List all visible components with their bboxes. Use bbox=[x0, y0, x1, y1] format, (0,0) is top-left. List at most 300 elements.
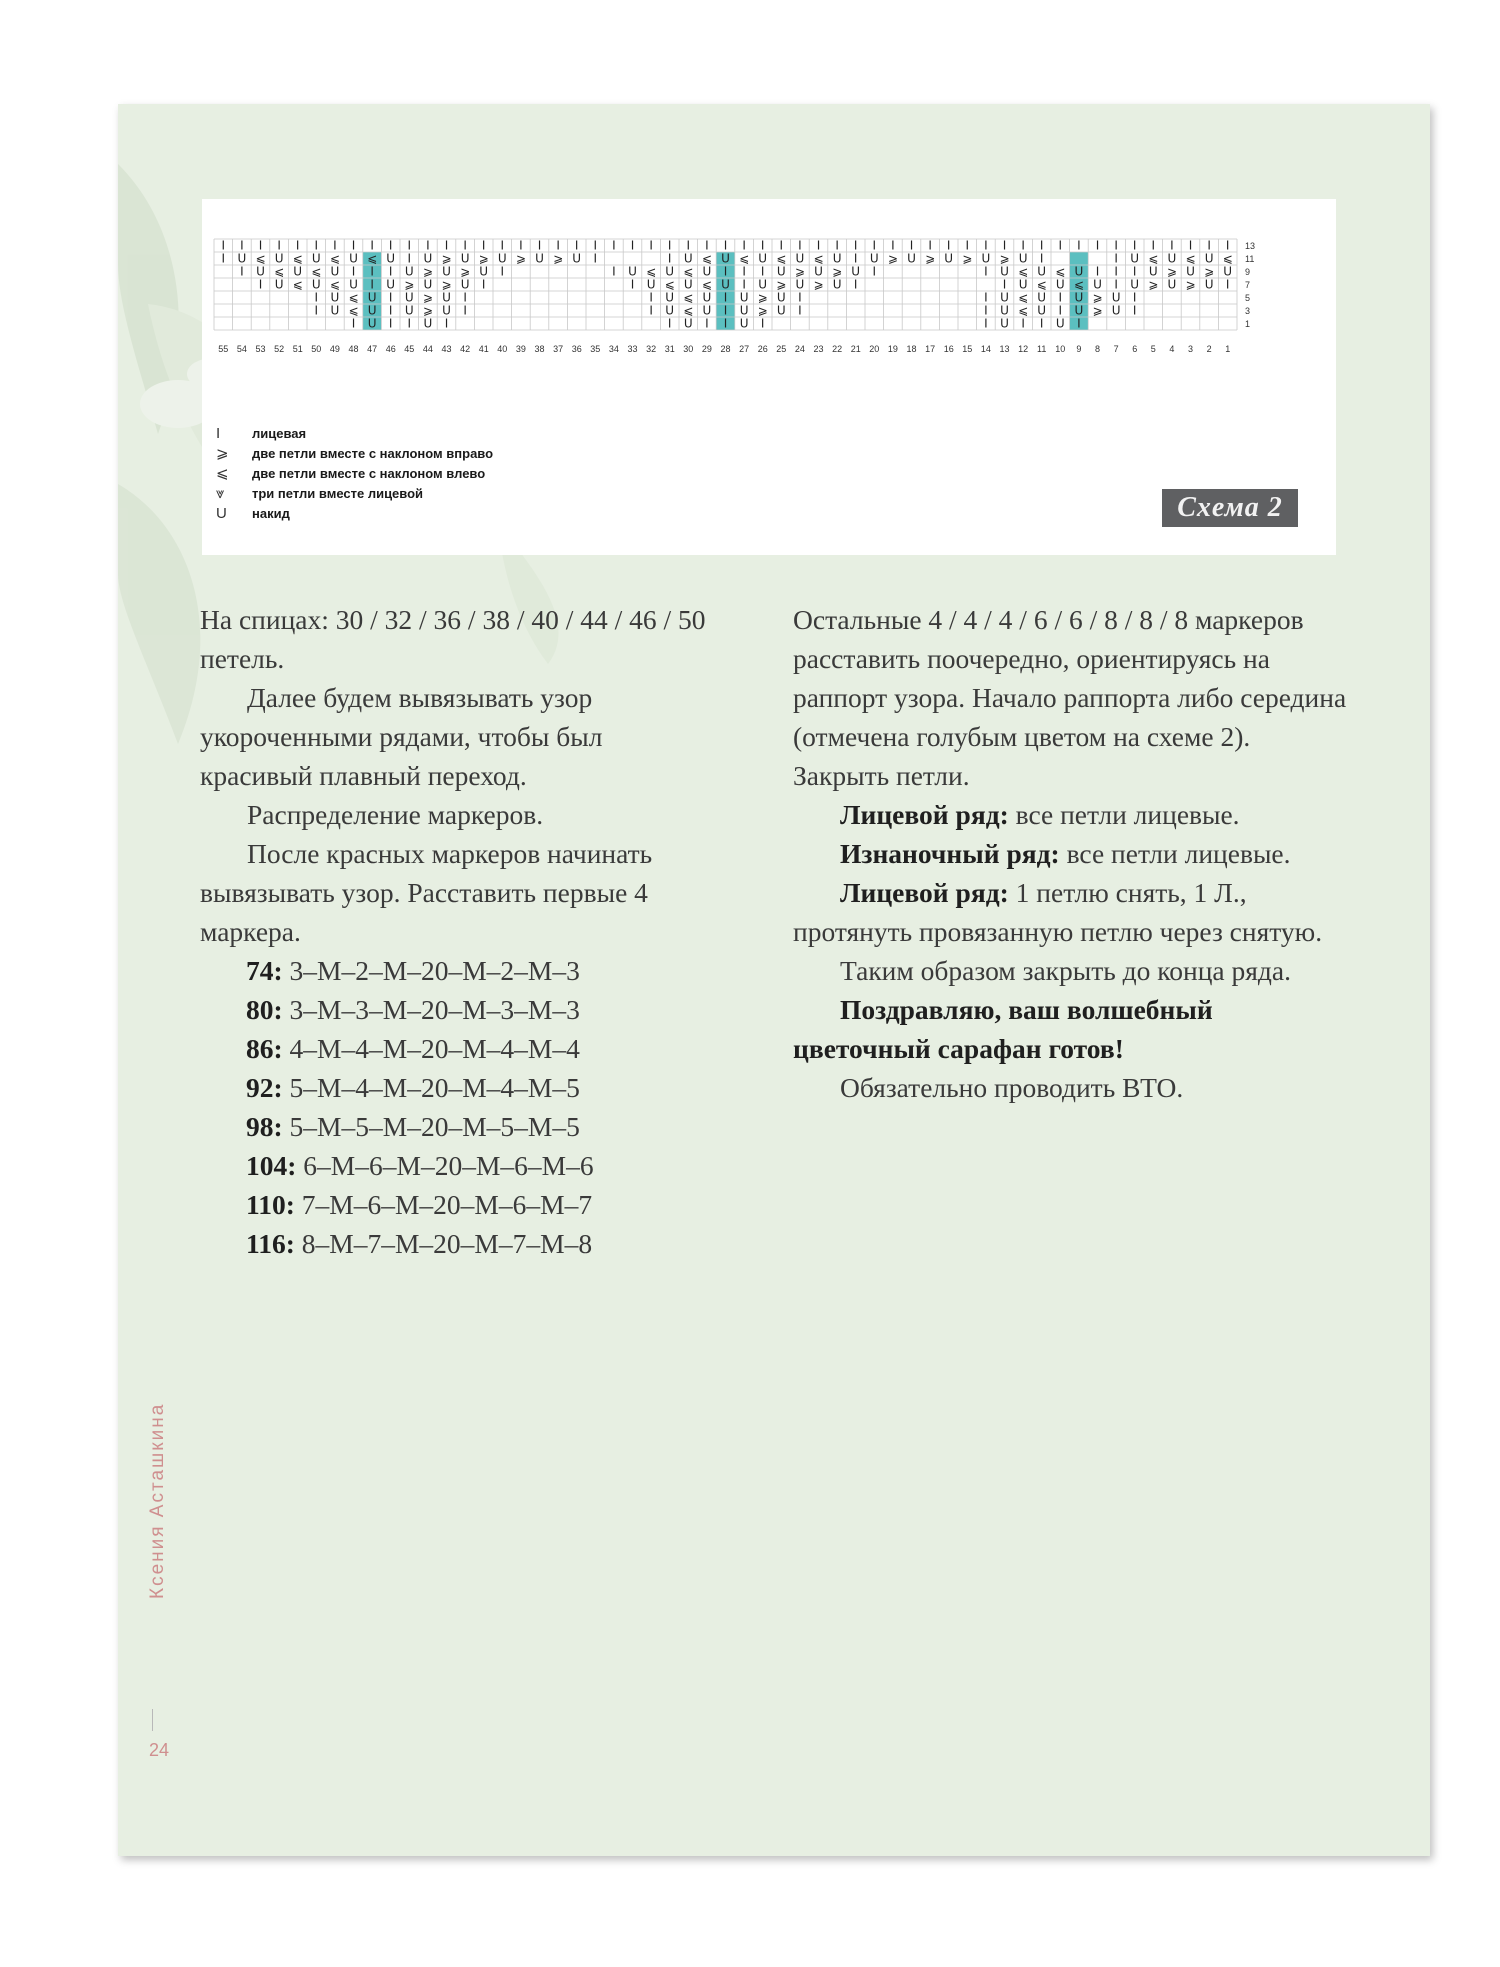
chart-symbol: I bbox=[649, 290, 653, 305]
chart-symbol: I bbox=[1021, 316, 1025, 331]
chart-symbol: ⩽ bbox=[1018, 264, 1029, 279]
bindoff-row-paragraph bbox=[793, 873, 1353, 951]
markers-heading: Распределение маркеров. bbox=[247, 799, 544, 830]
chart-symbol: U bbox=[814, 264, 823, 279]
chart-symbol: U bbox=[311, 251, 321, 266]
chart-symbol: ⩽ bbox=[776, 251, 787, 266]
chart-symbol: I bbox=[351, 264, 356, 279]
chart-symbol: U bbox=[758, 277, 768, 292]
column-number-label: 33 bbox=[627, 344, 638, 354]
chart-symbol: ⩽ bbox=[1148, 251, 1159, 266]
size-sequence: 8–М–7–М–20–М–7–М–8 bbox=[294, 1228, 593, 1259]
left-column bbox=[200, 600, 720, 1263]
chart-symbol: ⩾ bbox=[962, 251, 973, 266]
chart-symbol: ⩾ bbox=[441, 277, 452, 292]
chart-symbol: I bbox=[909, 238, 914, 253]
chart-symbol: U bbox=[1167, 251, 1177, 266]
chart-symbol: I bbox=[705, 238, 709, 253]
chart-symbol: U bbox=[776, 264, 786, 279]
column-number-label: 12 bbox=[1018, 344, 1029, 354]
chart-symbol: I bbox=[1132, 303, 1137, 318]
knit-row-paragraph bbox=[793, 795, 1353, 834]
chart-symbol: I bbox=[574, 238, 579, 253]
chart-symbol: U bbox=[1111, 303, 1121, 318]
chart-symbol: ⩾ bbox=[999, 251, 1010, 266]
column-number-label: 32 bbox=[646, 344, 657, 354]
chart-symbol: I bbox=[872, 264, 877, 279]
chart-symbol: I bbox=[742, 264, 746, 279]
chart-symbol: I bbox=[388, 316, 393, 331]
column-number-label: 4 bbox=[1169, 344, 1175, 354]
size-sequence: 5–М–4–М–20–М–4–М–5 bbox=[282, 1072, 580, 1103]
chart-symbol: ⩽ bbox=[683, 290, 694, 305]
chart-symbol: I bbox=[760, 316, 765, 331]
chart-symbol: ⩽ bbox=[701, 251, 712, 266]
chart-symbol: ⩽ bbox=[348, 303, 359, 318]
chart-symbol: ⩾ bbox=[422, 290, 433, 305]
size-marker-list bbox=[200, 951, 720, 1263]
column-number-label: 46 bbox=[385, 344, 396, 354]
chart-symbol: I bbox=[667, 238, 672, 253]
column-number-label: 5 bbox=[1150, 344, 1156, 354]
chart-symbol: I bbox=[984, 303, 988, 318]
remaining-markers-paragraph: Остальные 4 / 4 / 4 / 6 / 6 / 8 / 8 / 8 маркеров расставить поочередно, ориентируясь на раппорт узора. Начало раппорта либо середина (отмечена голубым цветом на схеме 2). bbox=[793, 604, 1347, 752]
chart-symbol: U bbox=[404, 290, 414, 305]
column-number-label: 29 bbox=[701, 344, 712, 354]
chart-symbol: ⩽ bbox=[292, 251, 303, 266]
chart-symbol: U bbox=[404, 264, 414, 279]
chart-symbol: ⩾ bbox=[1204, 264, 1215, 279]
chart-symbol: ⩽ bbox=[367, 251, 378, 266]
size-sequence: 7–М–6–М–20–М–6–М–7 bbox=[294, 1189, 593, 1220]
chart-symbol: I bbox=[351, 316, 356, 331]
schema-label: Схема 2 bbox=[1162, 489, 1298, 527]
legend-item-k2tog-left bbox=[216, 463, 493, 483]
chart-symbol: U bbox=[739, 316, 749, 331]
chart-symbol: U bbox=[1074, 303, 1084, 318]
column-number-label: 20 bbox=[869, 344, 880, 354]
chart-symbol: U bbox=[795, 277, 805, 292]
chart-symbol: ⩽ bbox=[1036, 277, 1047, 292]
chart-symbol: I bbox=[630, 277, 635, 292]
row-number-label: 1 bbox=[1245, 319, 1251, 329]
chart-symbol: I bbox=[1002, 238, 1007, 253]
chart-symbol: U bbox=[535, 251, 544, 266]
chart-symbol: I bbox=[686, 238, 691, 253]
chart-symbol: I bbox=[314, 238, 319, 253]
legend-symbol-yarn-over: U bbox=[216, 504, 227, 522]
chart-symbol: I bbox=[984, 264, 988, 279]
chart-symbol: I bbox=[407, 251, 412, 266]
column-number-label: 25 bbox=[776, 344, 787, 354]
chart-symbol: I bbox=[537, 238, 542, 253]
chart-symbol: ⩽ bbox=[664, 277, 675, 292]
chart-symbol: ⩽ bbox=[1073, 277, 1084, 292]
chart-symbol: ⩽ bbox=[329, 251, 340, 266]
chart-symbol: I bbox=[388, 303, 393, 318]
size-sequence: 6–М–6–М–20–М–6–М–6 bbox=[296, 1150, 594, 1181]
column-number-label: 44 bbox=[422, 344, 433, 354]
column-number-label: 27 bbox=[739, 344, 750, 354]
chart-symbol: I bbox=[1095, 238, 1100, 253]
size-sequence: 4–М–4–М–20–М–4–М–4 bbox=[282, 1033, 580, 1064]
chart-symbol: U bbox=[832, 251, 842, 266]
chart-symbol: I bbox=[370, 264, 374, 279]
size-label: 86: bbox=[246, 1033, 283, 1064]
column-number-label: 38 bbox=[534, 344, 545, 354]
bindoff-to-end-paragraph: Таким образом закрыть до конца ряда. bbox=[840, 955, 1291, 986]
chart-symbol: ⩽ bbox=[1055, 264, 1066, 279]
chart-symbol: U bbox=[330, 303, 340, 318]
column-number-label: 26 bbox=[757, 344, 768, 354]
chart-symbol: ⩽ bbox=[348, 290, 359, 305]
chart-symbol: I bbox=[1058, 290, 1063, 305]
chart-symbol: U bbox=[1204, 277, 1214, 292]
chart-symbol: I bbox=[426, 238, 430, 253]
column-number-label: 9 bbox=[1076, 344, 1082, 354]
chart-symbol: U bbox=[1018, 251, 1028, 266]
chart-symbol: U bbox=[702, 290, 712, 305]
chart-symbol: ⩾ bbox=[1185, 277, 1196, 292]
chart-symbol: I bbox=[853, 277, 858, 292]
chart-symbol: U bbox=[1223, 264, 1233, 279]
chart-symbol: U bbox=[907, 251, 916, 266]
chart-symbol: I bbox=[370, 238, 374, 253]
column-number-label: 51 bbox=[292, 344, 303, 354]
column-number-label: 15 bbox=[962, 344, 973, 354]
chart-symbol: I bbox=[258, 238, 263, 253]
chart-legend bbox=[216, 423, 493, 523]
chart-symbol: U bbox=[981, 251, 991, 266]
chart-symbol: ⩽ bbox=[292, 277, 303, 292]
legend-symbol-k2tog-right: ⩾ bbox=[216, 445, 229, 462]
column-number-label: 31 bbox=[664, 344, 675, 354]
size-sequence: 3–М–2–М–20–М–2–М–3 bbox=[282, 955, 580, 986]
chart-symbol: I bbox=[984, 316, 988, 331]
chart-symbol: I bbox=[1132, 290, 1137, 305]
chart-symbol: ⩽ bbox=[739, 251, 750, 266]
chart-symbol: ⩽ bbox=[813, 251, 824, 266]
size-label: 80: bbox=[246, 994, 283, 1025]
chart-symbol: U bbox=[367, 290, 377, 305]
chart-symbol: U bbox=[330, 290, 340, 305]
chart-symbol: U bbox=[442, 264, 451, 279]
size-row bbox=[246, 1224, 720, 1263]
knit-row-label: Лицевой ряд: bbox=[840, 799, 1009, 830]
congrats-text: Поздравляю, ваш волшебный цветочный сарафан готов! bbox=[793, 994, 1213, 1064]
row-number-label: 9 bbox=[1245, 267, 1251, 277]
chart-symbol: U bbox=[572, 251, 582, 266]
chart-symbol: U bbox=[460, 277, 470, 292]
chart-symbol: I bbox=[295, 238, 300, 253]
chart-symbol: I bbox=[853, 251, 858, 266]
chart-symbol: U bbox=[423, 251, 433, 266]
chart-symbol: U bbox=[423, 277, 433, 292]
chart-symbol: I bbox=[816, 238, 821, 253]
chart-symbol: U bbox=[311, 277, 321, 292]
legend-symbol-k3tog: ⩔ bbox=[216, 484, 225, 502]
chart-symbol: I bbox=[463, 303, 467, 318]
chart-symbol: U bbox=[367, 316, 377, 331]
chart-symbol: U bbox=[758, 251, 768, 266]
column-number-label: 13 bbox=[999, 344, 1010, 354]
chart-symbol: U bbox=[776, 290, 786, 305]
bindoff-row-label: Лицевой ряд: bbox=[840, 877, 1009, 908]
chart-symbol: U bbox=[1000, 303, 1009, 318]
column-number-label: 47 bbox=[367, 344, 378, 354]
chart-symbol: U bbox=[1074, 264, 1084, 279]
chart-symbol: I bbox=[351, 238, 356, 253]
chart-symbol: I bbox=[1170, 238, 1174, 253]
column-number-label: 45 bbox=[404, 344, 415, 354]
chart-symbol: I bbox=[965, 238, 970, 253]
chart-symbol: U bbox=[628, 264, 637, 279]
chart-symbol: I bbox=[705, 316, 709, 331]
chart-symbol: I bbox=[1095, 264, 1100, 279]
size-label: 98: bbox=[246, 1111, 283, 1142]
column-number-label: 16 bbox=[943, 344, 954, 354]
chart-symbol: I bbox=[240, 264, 244, 279]
chart-symbol: I bbox=[593, 251, 598, 266]
chart-symbol: I bbox=[667, 316, 672, 331]
chart-symbol: I bbox=[835, 238, 839, 253]
column-number-label: 52 bbox=[274, 344, 285, 354]
chart-symbol: I bbox=[612, 238, 616, 253]
chart-symbol: I bbox=[407, 316, 412, 331]
chart-symbol: U bbox=[665, 303, 675, 318]
chart-symbol: I bbox=[314, 303, 319, 318]
chart-symbol: I bbox=[277, 238, 281, 253]
chart-symbol: ⩾ bbox=[515, 251, 526, 266]
chart-symbol: U bbox=[1000, 316, 1009, 331]
chart-symbol: ⩾ bbox=[422, 303, 433, 318]
legend-text-knit: лицевая bbox=[252, 425, 307, 441]
chart-symbol: U bbox=[1037, 290, 1047, 305]
size-row bbox=[246, 990, 720, 1029]
chart-symbol: ⩾ bbox=[794, 264, 805, 279]
chart-symbol: ⩾ bbox=[757, 290, 768, 305]
column-number-label: 14 bbox=[980, 344, 991, 354]
chart-symbol: I bbox=[760, 238, 765, 253]
chart-symbol: I bbox=[444, 316, 449, 331]
chart-symbol: I bbox=[760, 264, 765, 279]
chart-symbol: I bbox=[723, 238, 728, 253]
chart-symbol: ⩽ bbox=[1018, 303, 1029, 318]
column-number-label: 30 bbox=[683, 344, 694, 354]
row-number-label: 3 bbox=[1245, 306, 1251, 316]
row-number-label: 7 bbox=[1245, 280, 1251, 290]
chart-symbol: ⩾ bbox=[478, 251, 489, 266]
chart-symbol: ⩾ bbox=[422, 264, 433, 279]
chart-symbol: U bbox=[1204, 251, 1214, 266]
chart-symbol: ⩽ bbox=[1185, 251, 1196, 266]
chart-symbol: U bbox=[274, 277, 284, 292]
chart-symbol: I bbox=[1225, 277, 1230, 292]
chart-symbol: I bbox=[779, 238, 784, 253]
chart-symbol: I bbox=[742, 277, 746, 292]
chart-symbol: I bbox=[1002, 277, 1007, 292]
chart-symbol: ⩾ bbox=[832, 264, 843, 279]
chart-symbol: I bbox=[370, 277, 374, 292]
row-number-label: 5 bbox=[1245, 293, 1251, 303]
chart-symbol: ⩽ bbox=[274, 264, 285, 279]
chart-symbol: I bbox=[1077, 316, 1081, 331]
legend-item-k3tog bbox=[216, 483, 493, 503]
purl-row-text: все петли лицевые. bbox=[1059, 838, 1291, 869]
purl-row-paragraph bbox=[793, 834, 1353, 873]
chart-symbol: ⩾ bbox=[553, 251, 564, 266]
chart-symbol: ⩽ bbox=[1018, 290, 1029, 305]
column-number-label: 6 bbox=[1132, 344, 1138, 354]
chart-symbol: ⩽ bbox=[329, 277, 340, 292]
chart-symbol: U bbox=[1111, 290, 1121, 305]
column-number-label: 17 bbox=[925, 344, 936, 354]
chart-symbol: I bbox=[649, 303, 653, 318]
legend-item-k2tog-right bbox=[216, 443, 493, 463]
chart-symbol: I bbox=[1039, 238, 1044, 253]
chart-symbol: U bbox=[1093, 277, 1102, 292]
column-number-label: 39 bbox=[515, 344, 526, 354]
purl-row-label: Изнаночный ряд: bbox=[840, 838, 1060, 869]
chart-symbol: ⩾ bbox=[1166, 264, 1177, 279]
chart-symbol: I bbox=[407, 238, 412, 253]
chart-symbol: I bbox=[1114, 238, 1118, 253]
chart-symbol: U bbox=[497, 251, 507, 266]
chart-symbol: U bbox=[721, 277, 730, 292]
size-label: 92: bbox=[246, 1072, 283, 1103]
chart-symbol: I bbox=[891, 238, 895, 253]
chart-symbol: I bbox=[1151, 238, 1156, 253]
chart-symbol: U bbox=[869, 251, 879, 266]
size-row bbox=[246, 1146, 720, 1185]
chart-symbol: ⩽ bbox=[683, 303, 694, 318]
column-number-label: 34 bbox=[608, 344, 619, 354]
knitting-chart-panel bbox=[202, 199, 1336, 555]
page bbox=[118, 104, 1430, 1856]
chart-symbol: U bbox=[330, 264, 340, 279]
chart-symbol: I bbox=[798, 238, 802, 253]
chart-symbol: I bbox=[723, 303, 728, 318]
markers-paragraph: После красных маркеров начинать вывязывать узор. Расставить первые 4 маркера. bbox=[200, 838, 653, 947]
chart-symbol: I bbox=[612, 264, 616, 279]
chart-symbol: I bbox=[1039, 316, 1044, 331]
column-number-label: 41 bbox=[478, 344, 489, 354]
size-row bbox=[246, 1029, 720, 1068]
size-label: 104: bbox=[246, 1150, 297, 1181]
legend-text-k2tog-right: две петли вместе с наклоном вправо bbox=[252, 445, 494, 461]
chart-symbol: I bbox=[444, 238, 449, 253]
column-number-label: 37 bbox=[553, 344, 564, 354]
chart-symbol: I bbox=[388, 238, 393, 253]
chart-symbol: I bbox=[388, 264, 393, 279]
chart-symbol: U bbox=[237, 251, 247, 266]
legend-item-knit bbox=[216, 423, 493, 443]
chart-symbol: I bbox=[1225, 238, 1230, 253]
chart-symbol: I bbox=[1114, 264, 1118, 279]
column-number-label: 18 bbox=[906, 344, 917, 354]
column-number-label: 3 bbox=[1187, 344, 1194, 354]
chart-symbol: I bbox=[388, 290, 393, 305]
chart-symbol: ⩽ bbox=[1222, 251, 1233, 266]
chart-symbol: U bbox=[386, 277, 396, 292]
chart-symbol: I bbox=[221, 251, 226, 266]
chart-symbol: I bbox=[221, 238, 226, 253]
size-label: 116: bbox=[246, 1228, 295, 1259]
chart-symbol: U bbox=[683, 251, 693, 266]
chart-symbol: I bbox=[1021, 238, 1025, 253]
column-number-label: 11 bbox=[1037, 344, 1047, 354]
chart-symbol: ⩽ bbox=[683, 264, 694, 279]
chart-symbol: ⩽ bbox=[255, 251, 266, 266]
chart-symbol: U bbox=[776, 303, 786, 318]
chart-symbol: U bbox=[1130, 277, 1140, 292]
column-number-label: 35 bbox=[590, 344, 601, 354]
chart-symbol: ⩾ bbox=[757, 303, 768, 318]
chart-symbol: U bbox=[683, 316, 693, 331]
chart-symbol: U bbox=[944, 251, 954, 266]
short-rows-paragraph: Далее будем вывязывать узор укороченными рядами, чтобы был красивый плавный переход. bbox=[200, 682, 603, 791]
chart-symbol: I bbox=[1188, 238, 1193, 253]
column-number-label: 50 bbox=[311, 344, 322, 354]
column-number-label: 22 bbox=[832, 344, 843, 354]
legend-item-yarn-over bbox=[216, 503, 493, 523]
size-sequence: 5–М–5–М–20–М–5–М–5 bbox=[282, 1111, 580, 1142]
chart-symbol: U bbox=[1148, 264, 1158, 279]
chart-symbol: ⩾ bbox=[404, 277, 415, 292]
page-number: 24 bbox=[149, 1740, 170, 1760]
chart-symbol: I bbox=[1207, 238, 1211, 253]
chart-symbol: I bbox=[556, 238, 560, 253]
chart-symbol: ⩾ bbox=[887, 251, 898, 266]
chart-symbol: I bbox=[463, 290, 467, 305]
chart-symbol: U bbox=[646, 277, 656, 292]
column-number-label: 53 bbox=[255, 344, 266, 354]
column-number-label: 8 bbox=[1094, 344, 1101, 354]
column-number-label: 43 bbox=[441, 344, 452, 354]
chart-symbol: I bbox=[798, 290, 802, 305]
column-number-label: 23 bbox=[813, 344, 824, 354]
chart-symbol: I bbox=[928, 238, 932, 253]
chart-symbol: I bbox=[1132, 264, 1137, 279]
legend-text-yarn-over: накид bbox=[252, 505, 290, 521]
chart-symbol: U bbox=[423, 316, 433, 331]
chart-symbol: U bbox=[1000, 290, 1009, 305]
chart-symbol: U bbox=[702, 303, 712, 318]
chart-symbol: I bbox=[1077, 238, 1081, 253]
chart-symbol: U bbox=[386, 251, 396, 266]
chart-symbol: U bbox=[1055, 316, 1065, 331]
chart-symbol: ⩽ bbox=[701, 277, 712, 292]
chart-symbol: I bbox=[984, 238, 988, 253]
chart-symbol: ⩾ bbox=[1148, 277, 1159, 292]
chart-symbol: I bbox=[314, 290, 319, 305]
chart-symbol: ⩽ bbox=[311, 264, 322, 279]
chart-symbol: I bbox=[667, 251, 672, 266]
chart-symbol: ⩾ bbox=[776, 277, 787, 292]
chart-symbol: U bbox=[1037, 264, 1047, 279]
column-number-label: 49 bbox=[329, 344, 340, 354]
chart-symbol: U bbox=[721, 251, 730, 266]
chart-symbol: I bbox=[1058, 238, 1063, 253]
chart-symbol: I bbox=[481, 277, 486, 292]
row-number-label: 11 bbox=[1245, 254, 1255, 264]
column-number-label: 21 bbox=[850, 344, 861, 354]
column-number-label: 40 bbox=[497, 344, 508, 354]
chart-symbol: U bbox=[349, 251, 358, 266]
column-number-label: 7 bbox=[1113, 344, 1119, 354]
footer-divider bbox=[152, 1709, 153, 1731]
blocking-paragraph: Обязательно проводить ВТО. bbox=[840, 1072, 1184, 1103]
